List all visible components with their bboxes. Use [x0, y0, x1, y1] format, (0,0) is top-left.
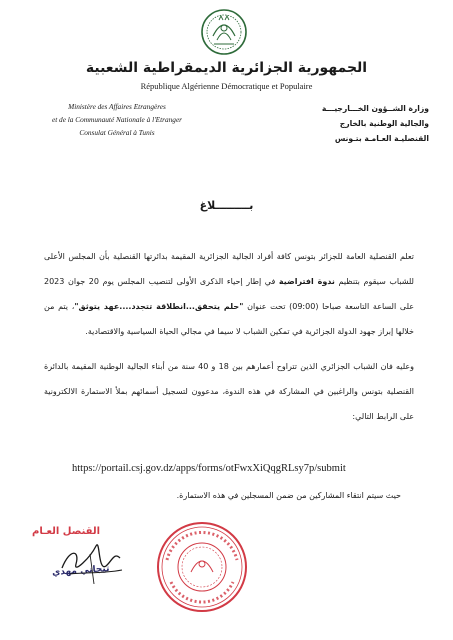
- signatory-name: تيجاني مهدي: [51, 564, 110, 578]
- notice-heading: بـــــــــلاغ: [199, 199, 254, 212]
- registration-link[interactable]: https://portail.csj.gov.dz/apps/forms/otFwxXiQqgRLsy7p/submit: [72, 463, 346, 474]
- national-emblem: [199, 6, 249, 58]
- arabic-ministry-block: [279, 101, 429, 146]
- arabic-consulate-line: القنصليـة العـامـة بتـونس: [334, 134, 429, 143]
- arabic-ministry-line: والجالية الوطنية بالخارج: [339, 119, 429, 128]
- event-title: "حلم يتحقق...انطلاقة تتجدد....عهد يتوثق": [74, 302, 244, 311]
- french-ministry-line: et de la Communauté Nationale à l'Etranger: [51, 115, 183, 124]
- french-ministry-line: Ministère des Affaires Etrangères: [68, 102, 166, 111]
- arabic-republic-title: الجمهورية الجزائرية الديمقراطية الشعبية: [85, 60, 368, 76]
- french-republic-title: République Algérienne Démocratique et Populaire: [140, 81, 313, 91]
- french-consulate-line: Consulat Général à Tunis: [79, 128, 155, 137]
- notice-paragraph: [44, 244, 414, 344]
- french-ministry-block: [22, 100, 212, 139]
- arabic-ministry-line: وزارة الشــؤون الخـــارجيـــة: [321, 104, 429, 113]
- handwritten-signature: [40, 528, 150, 598]
- paragraph-text: في إطار إحياء الذكرى الأولى لتنصيب المجلس يوم 20 جوان 2023 على الساعة التاسعة صباحا (09:00) تحت عنوان: [44, 277, 414, 311]
- signatory-title: القنصل العـام: [32, 526, 101, 537]
- paragraph-text: ، يتم من خلالها إبراز جهود الدولة الجزائرية في تمكين الشباب لا سيما في مجالي الحياة السياسية والاقتصادية.: [44, 302, 414, 336]
- paragraph-text: تعلم القنصلية العامة للجزائر بتونس كافة أفراد الجالية الجزائرية المقيمة بدائرتها القنصلية بأن المجلس الأعلى للشباب سيقوم بتنظيم: [44, 252, 414, 286]
- notice-paragraph: وعليه فان الشباب الجزائري الذين تتراوح أعمارهم بين 18 و 40 سنة من أبناء الجالية الوطنية المقيمة بالدائرة القنصلية بتونس والراغبين في المشاركة في هذه الندوة، مدعوون لتسجيل أسمائهم بملأ الاستمارة الالكترونية على الرابط التالي:: [44, 362, 415, 421]
- consulate-stamp: [155, 520, 249, 614]
- closing-sentence: حيث سيتم انتقاء المشاركين من ضمن المسجلين في هذه الاستمارة.: [176, 491, 401, 500]
- notice-body: [44, 244, 414, 429]
- event-type: ندوة افتراضية: [278, 277, 335, 286]
